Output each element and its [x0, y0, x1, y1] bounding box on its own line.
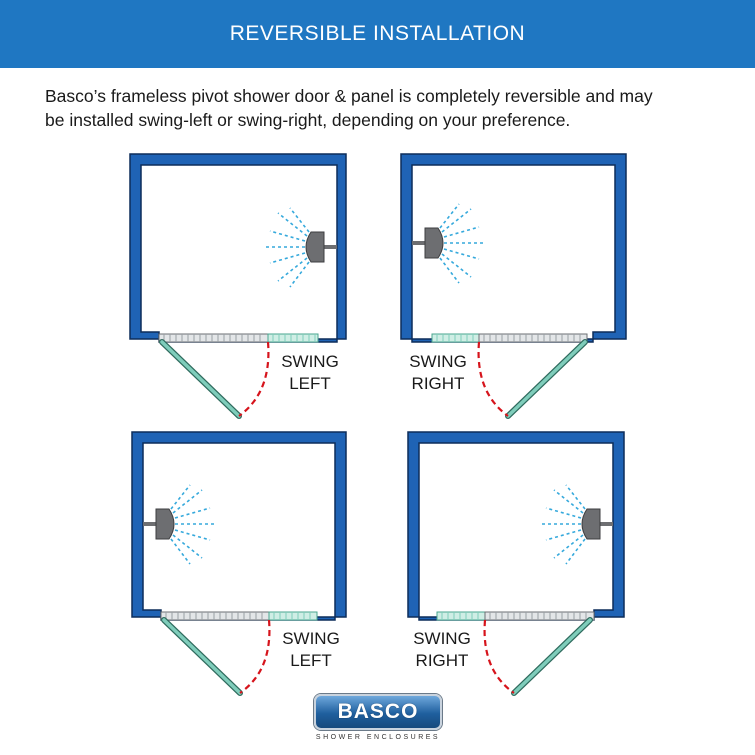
- water-spray-top-left: [265, 208, 309, 287]
- swing-label-line1-top-left: SWING: [281, 352, 339, 371]
- swing-label-line2-top-right: RIGHT: [411, 374, 465, 393]
- swing-label-line1-bottom-left: SWING: [282, 629, 340, 648]
- swing-label-line2-bottom-left: LEFT: [290, 651, 332, 670]
- description-line-2: be installed swing-left or swing-right, depending on your preference.: [45, 110, 571, 130]
- panel-fixed-top-right: [479, 334, 587, 342]
- description-line-1: Basco’s frameless pivot shower door & panel is completely reversible and may: [45, 86, 653, 106]
- showerhead-bottom-left: [143, 509, 174, 539]
- page-title: REVERSIBLE INSTALLATION: [229, 22, 526, 45]
- diagram-bottom-right: [408, 432, 624, 693]
- swing-arc-bottom-right: [485, 620, 514, 693]
- swing-label-line1-bottom-right: SWING: [413, 629, 471, 648]
- swing-label-line2-bottom-right: RIGHT: [415, 651, 469, 670]
- swing-arc-top-right: [479, 342, 508, 416]
- swing-arc-bottom-left: [240, 620, 269, 693]
- diagram-top-right: [401, 154, 626, 416]
- water-spray-bottom-left: [171, 485, 215, 564]
- basco-logo: [312, 694, 444, 741]
- logo-tagline: SHOWER ENCLOSURES: [315, 734, 441, 741]
- diagram-top-left: [130, 154, 346, 416]
- panel-fixed-bottom-left: [161, 612, 269, 620]
- panel-fixed-bottom-right: [485, 612, 594, 620]
- showerhead-top-right: [412, 228, 443, 258]
- logo-badge: [314, 694, 442, 730]
- panel-fixed-top-left: [159, 334, 268, 342]
- water-spray-top-right: [440, 204, 484, 283]
- showerhead-top-left: [306, 232, 337, 262]
- logo-wordmark: BASCO: [337, 700, 419, 723]
- swing-label-line1-top-right: SWING: [409, 352, 467, 371]
- swing-label-line2-top-left: LEFT: [289, 374, 331, 393]
- swing-arc-top-left: [239, 342, 268, 416]
- water-spray-bottom-right: [541, 485, 585, 564]
- diagram-bottom-left: [132, 432, 346, 693]
- door-closed-ghost-top-left: [268, 334, 318, 342]
- showerhead-bottom-right: [582, 509, 613, 539]
